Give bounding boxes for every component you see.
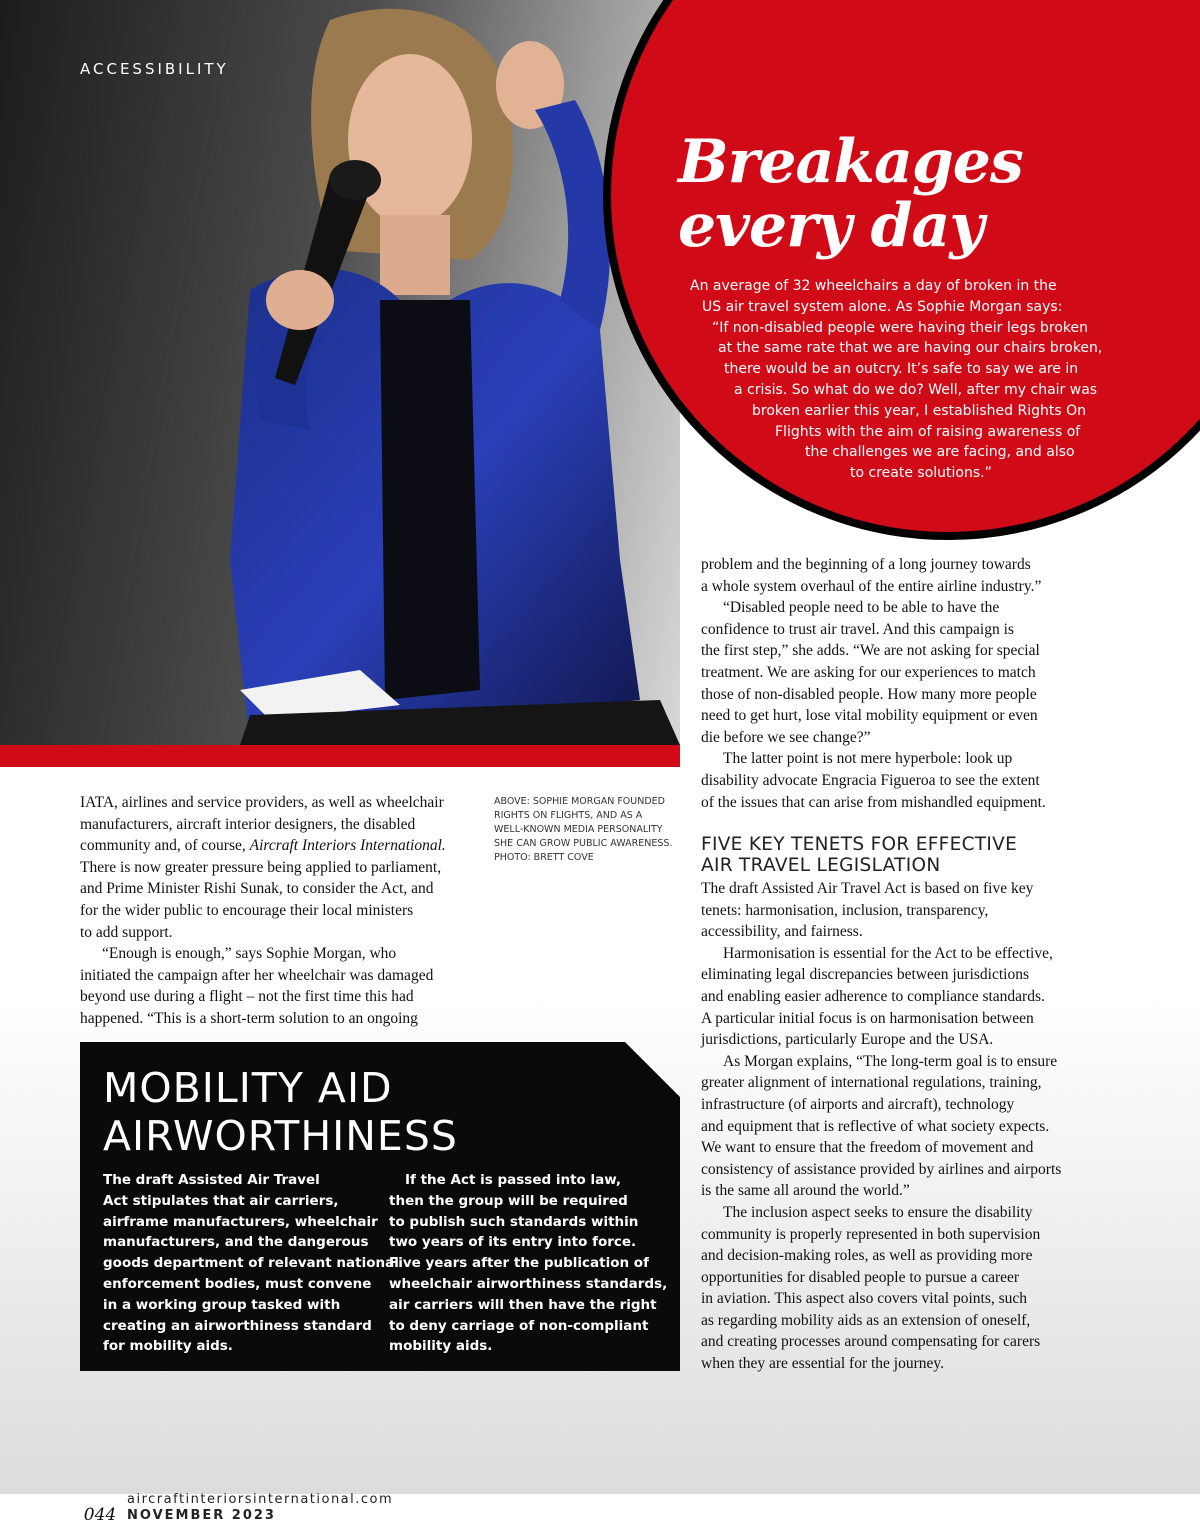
caption-line: ABOVE: SOPHIE MORGAN FOUNDED (494, 796, 665, 807)
footer-date: NOVEMBER 2023 (127, 1508, 276, 1523)
caption-line: PHOTO: BRETT COVE (494, 852, 594, 863)
top-shape (380, 300, 480, 700)
microphone-head-shape (329, 160, 381, 200)
body-line: eliminating legal discrepancies between jurisdictions (701, 966, 1029, 984)
box-line: to deny carriage of non-compliant (389, 1317, 649, 1334)
box-line: airframe manufacturers, wheelchair (103, 1213, 378, 1230)
sidebar-box-column-2 (389, 1170, 667, 1357)
box-line: mobility aids. (389, 1338, 493, 1355)
body-line: greater alignment of international regulations, training, (701, 1074, 1042, 1092)
hand-shape (266, 270, 334, 330)
standfirst-line: to create solutions.” (850, 465, 992, 482)
box-line: for mobility aids. (103, 1338, 233, 1355)
body-line: IATA, airlines and service providers, as well as wheelchair (80, 794, 444, 811)
body-line: need to get hurt, lose vital mobility equipment or even (701, 707, 1038, 725)
speaker-illustration (0, 0, 680, 745)
subhead-line: FIVE KEY TENETS FOR EFFECTIVE (701, 834, 1018, 855)
body-line: The latter point is not mere hyperbole: look up (723, 750, 1013, 768)
body-line: community is properly represented in both supervision (701, 1225, 1041, 1243)
caption-line: SHE CAN GROW PUBLIC AWARENESS. (494, 838, 673, 849)
body-line: opportunities for disabled people to pursue a career (701, 1268, 1020, 1286)
box-line: enforcement bodies, must convene (103, 1275, 372, 1292)
standfirst-line: Flights with the aim of raising awareness of (775, 423, 1081, 440)
body-line: to add support. (80, 923, 173, 941)
body-line: initiated the campaign after her wheelchair was damaged (80, 966, 434, 984)
body-line: happened. “This is a short-term solution to an ongoing (80, 1009, 418, 1027)
subhead-line: AIR TRAVEL LEGISLATION (701, 855, 941, 876)
body-line: die before we see change?” (701, 728, 871, 746)
box-line: wheelchair airworthiness standards, (389, 1275, 668, 1292)
body-column-right-top (701, 554, 1046, 813)
headline-line: Breakages (678, 127, 1023, 197)
article-headline (678, 127, 1138, 261)
body-line: manufacturers, aircraft interior designers, the disabled (80, 815, 416, 833)
box-line: air carriers will then have the right (389, 1296, 657, 1313)
body-line: The draft Assisted Air Travel Act is based on five key (701, 880, 1034, 897)
section-subhead (701, 834, 1017, 876)
body-text: community and, of course, (80, 837, 250, 855)
accent-bar (0, 745, 680, 767)
standfirst-line: the challenges we are facing, and also (805, 444, 1075, 461)
body-line: for the wider public to encourage their local ministers (80, 901, 414, 919)
body-line: There is now greater pressure being applied to parliament, (80, 858, 442, 876)
standfirst-line: broken earlier this year, I established Rights On (752, 402, 1086, 419)
body-line: as regarding mobility aids as an extension of oneself, (701, 1311, 1031, 1329)
body-line: accessibility, and fairness. (701, 923, 863, 941)
standfirst-line: US air travel system alone. As Sophie Morgan says: (702, 298, 1063, 315)
body-line: tenets: harmonisation, inclusion, transparency, (701, 901, 989, 919)
body-line: treatment. We are asking for our experiences to match (701, 663, 1036, 681)
box-line: manufacturers, and the dangerous (103, 1234, 369, 1251)
box-line: Act stipulates that air carriers, (103, 1192, 339, 1209)
box-line: Five years after the publication of (389, 1255, 649, 1272)
body-line: confidence to trust air travel. And this campaign is (701, 620, 1014, 638)
sidebar-box-column-1 (103, 1170, 399, 1357)
body-line (80, 835, 446, 857)
section-label: ACCESSIBILITY (80, 60, 229, 78)
box-line: If the Act is passed into law, (405, 1172, 621, 1188)
body-line: We want to ensure that the freedom of movement and (701, 1139, 1034, 1157)
body-line: “Disabled people need to be able to have the (723, 599, 1000, 617)
body-line: a whole system overhaul of the entire airline industry.” (701, 577, 1042, 595)
standfirst-line: a crisis. So what do we do? Well, after my chair was (734, 381, 1098, 398)
speaker-photo (0, 0, 680, 745)
footer-url[interactable]: aircraftinteriorsinternational.com (127, 1492, 394, 1507)
publication-name: Aircraft Interiors International. (249, 837, 446, 855)
box-line: creating an airworthiness standard (103, 1317, 372, 1334)
body-line: and equipment that is reflective of what society expects. (701, 1117, 1050, 1135)
body-line: A particular initial focus is on harmonisation between (701, 1009, 1034, 1027)
body-line: in aviation. This aspect also covers vital points, such (701, 1290, 1028, 1308)
body-line: As Morgan explains, “The long-term goal is to ensure (723, 1052, 1058, 1070)
body-line: of the issues that can arise from mishandled equipment. (701, 793, 1046, 811)
caption-line: WELL-KNOWN MEDIA PERSONALITY (494, 824, 663, 835)
standfirst (678, 276, 1103, 484)
photo-caption (494, 795, 684, 865)
headline-line: every day (678, 191, 984, 261)
standfirst-line: An average of 32 wheelchairs a day of broken in the (690, 278, 1057, 294)
body-column-right-bottom (701, 878, 1061, 1375)
body-line: those of non-disabled people. How many more people (701, 685, 1037, 703)
box-title-line: AIRWORTHINESS (103, 1112, 458, 1160)
neck-shape (380, 215, 450, 295)
standfirst-line: “If non-disabled people were having their legs broken (712, 319, 1089, 336)
body-line: when they are essential for the journey. (701, 1355, 945, 1373)
box-line: in a working group tasked with (103, 1296, 341, 1313)
body-line: infrastructure (of airports and aircraft), technology (701, 1095, 1015, 1113)
body-line: beyond use during a flight – not the first time this had (80, 988, 414, 1006)
body-line: the first step,” she adds. “We are not asking for special (701, 642, 1040, 660)
standfirst-line: at the same rate that we are having our chairs broken, (718, 340, 1103, 357)
box-line: two years of its entry into force. (389, 1234, 637, 1251)
box-line: The draft Assisted Air Travel (103, 1172, 320, 1188)
body-line: Harmonisation is essential for the Act to be effective, (723, 944, 1053, 962)
body-line: and Prime Minister Rishi Sunak, to consider the Act, and (80, 880, 434, 898)
box-line: then the group will be required (389, 1192, 628, 1209)
caption-line: RIGHTS ON FLIGHTS, AND AS A (494, 810, 643, 821)
box-line: goods department of relevant national (103, 1255, 399, 1272)
sidebar-box-title (103, 1064, 458, 1160)
page-number: 044 (80, 1495, 120, 1535)
body-line: “Enough is enough,” says Sophie Morgan, who (102, 945, 397, 963)
body-line: and enabling easier adherence to compliance standards. (701, 987, 1045, 1005)
body-line: and creating processes around compensating for carers (701, 1333, 1041, 1351)
box-line: to publish such standards within (389, 1213, 639, 1230)
body-line: jurisdictions, particularly Europe and the USA. (701, 1031, 994, 1049)
box-title-line: MOBILITY AID (103, 1064, 393, 1112)
body-line: The inclusion aspect seeks to ensure the disability (723, 1203, 1033, 1221)
body-line: consistency of assistance provided by airlines and airports (701, 1160, 1062, 1178)
body-column-left (80, 792, 446, 1030)
body-line: problem and the beginning of a long journey towards (701, 556, 1031, 573)
face-shape (348, 54, 472, 226)
body-line: and decision-making roles, as well as providing more (701, 1247, 1033, 1265)
standfirst-line: there would be an outcry. It’s safe to say we are in (724, 361, 1079, 378)
body-line: is the same all around the world.” (701, 1182, 910, 1200)
body-line: disability advocate Engracia Figueroa to see the extent (701, 771, 1040, 789)
